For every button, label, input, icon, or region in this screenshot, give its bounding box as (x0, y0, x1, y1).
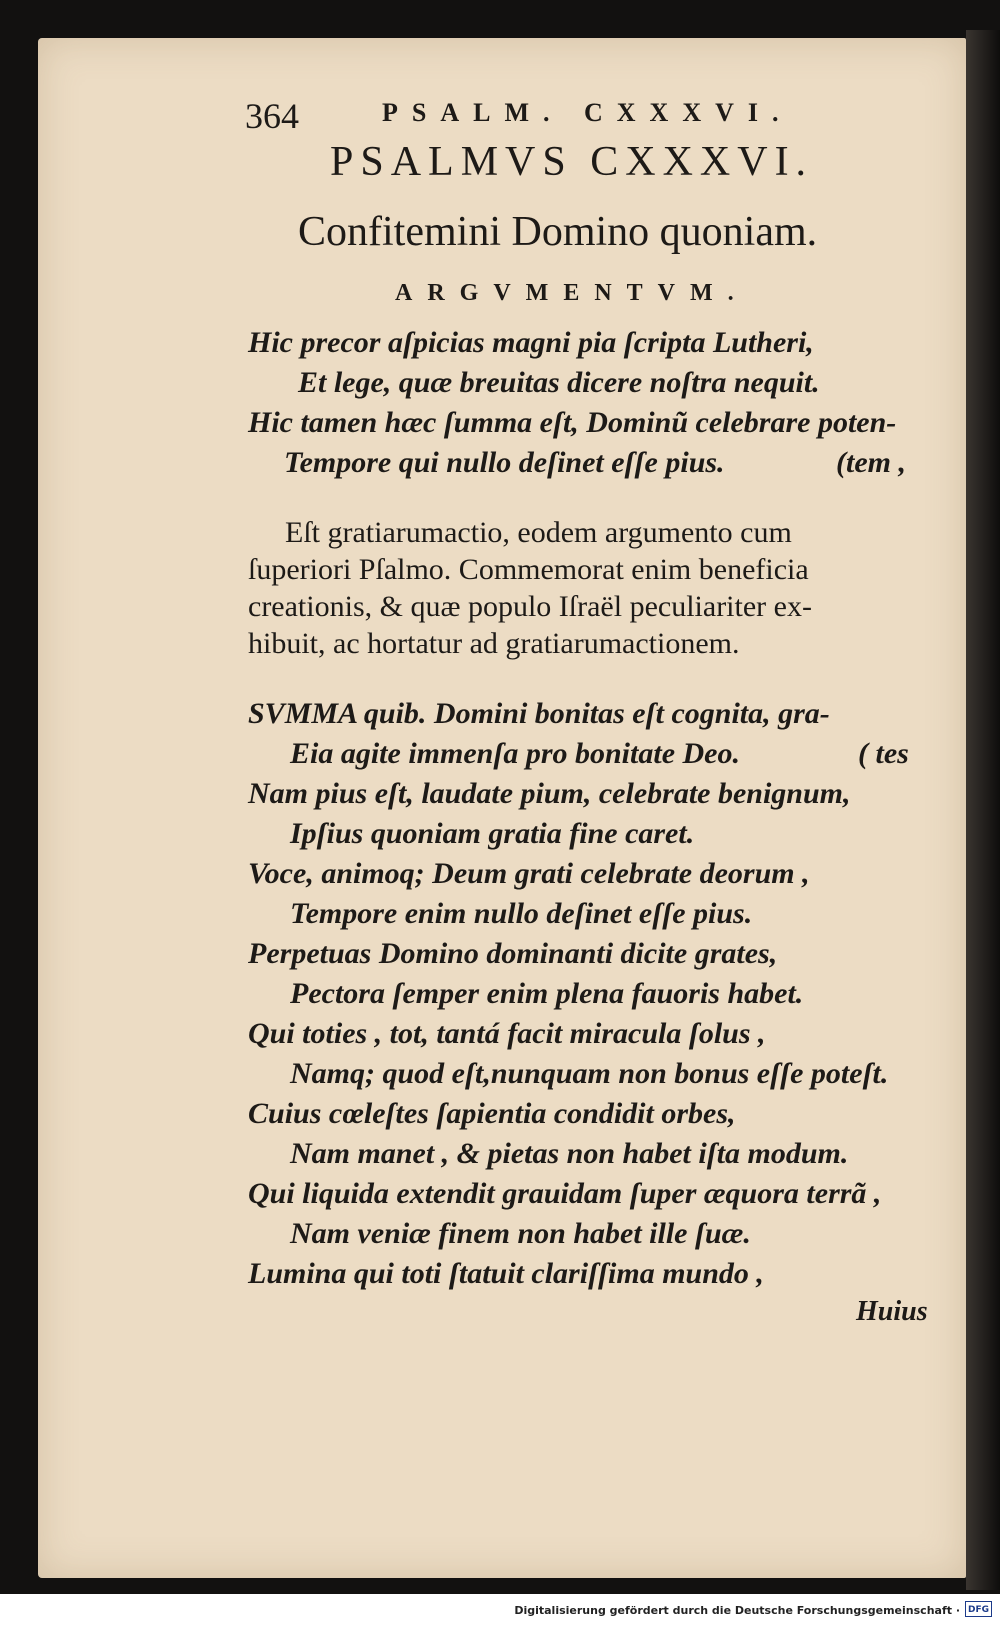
argument-verse-3: Hic tamen hæc ſumma eſt, Dominũ celebrare poten- (248, 406, 897, 439)
verse-line-5: Voce, animoq; Deum grati celebrate deorum , (248, 857, 810, 890)
prose-line-4: hibuit, ac hortatur ad gratiarumactionem. (248, 627, 740, 660)
argument-verse-2: Et lege, quæ breuitas dicere noſtra nequit. (298, 366, 820, 399)
prose-line-3: creationis, & quæ populo Iſraël peculiariter ex- (248, 590, 812, 623)
verse-line-14: Nam veniæ finem non habet ille ſuæ. (290, 1217, 751, 1250)
argument-verse-turnover: (tem , (836, 446, 906, 479)
verse-line-4: Ipſius quoniam gratia fine caret. (290, 817, 695, 850)
verse-line-10: Namq; quod eſt,nunquam non bonus eſſe poteſt. (290, 1057, 889, 1090)
argument-verse-1: Hic precor aſpicias magni pia ſcripta Lutheri, (248, 326, 814, 359)
book-spine (966, 30, 1000, 1590)
verse-line-2: Eia agite immenſa pro bonitate Deo. (290, 737, 740, 770)
dfg-logo-icon: DFG (965, 1601, 992, 1617)
page-number: 364 (245, 96, 299, 136)
running-head: PSALM. CXXXVI. (382, 98, 793, 127)
psalm-subtitle: Confitemini Domino quoniam. (298, 209, 818, 255)
verse-line-8: Pectora ſemper enim plena fauoris habet. (290, 977, 804, 1010)
verse-line-3: Nam pius eſt, laudate pium, celebrate benignum, (248, 777, 851, 810)
verse-line-13: Qui liquida extendit grauidam ſuper æquora terrã , (248, 1177, 882, 1210)
prose-line-2: ſuperiori Pſalmo. Commemorat enim beneficia (248, 553, 809, 586)
catchword: Huius (856, 1296, 928, 1327)
psalm-title: PSALMVS CXXXVI. (330, 139, 814, 185)
verse-line-1: SVMMA quib. Domini bonitas eſt cognita, gra- (248, 697, 830, 730)
argument-verse-4: Tempore qui nullo deſinet eſſe pius. (284, 446, 725, 479)
verse-turnover: ( tes (858, 737, 909, 770)
verse-line-9: Qui toties , tot, tantá facit miracula ſolus , (248, 1017, 766, 1050)
digitization-credit: Digitalisierung gefördert durch die Deutsche Forschungsgemeinschaft · (514, 1604, 960, 1617)
verse-line-6: Tempore enim nullo deſinet eſſe pius. (290, 897, 753, 930)
prose-line-1: Eſt gratiarumactio, eodem argumento cum (285, 516, 792, 549)
verse-line-12: Nam manet , & pietas non habet iſta modum. (290, 1137, 849, 1170)
verse-line-7: Perpetuas Domino dominanti dicite grates, (248, 937, 778, 970)
argument-heading: ARGVMENTVM. (395, 280, 749, 306)
verse-line-11: Cuius cœleſtes ſapientia condidit orbes, (248, 1097, 736, 1130)
verse-line-15: Lumina qui toti ſtatuit clariſſima mundo , (248, 1257, 764, 1290)
